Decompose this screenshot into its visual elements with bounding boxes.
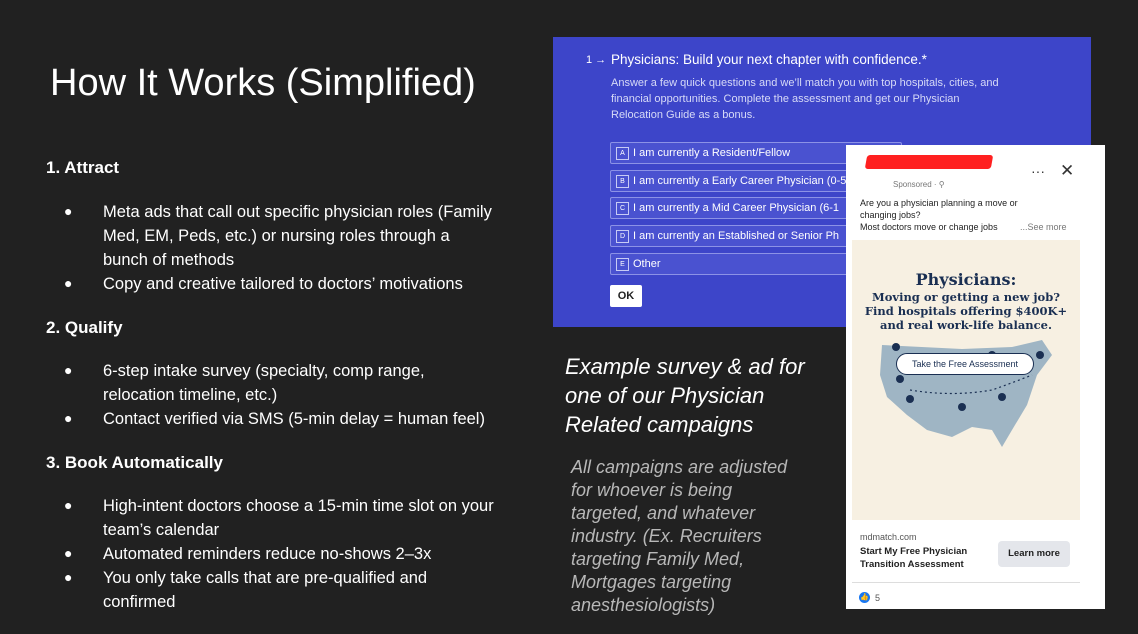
sponsored-label: Sponsored · ⚲ bbox=[893, 180, 945, 189]
bullet-book-2: Automated reminders reduce no-shows 2–3x bbox=[103, 545, 432, 563]
bullet-icon: ● bbox=[64, 362, 73, 378]
ad-domain: mdmatch.com bbox=[860, 532, 917, 542]
bullet-icon: ● bbox=[64, 569, 73, 585]
section-heading-book: 3. Book Automatically bbox=[46, 453, 223, 472]
question-number: 1 → bbox=[586, 54, 607, 66]
survey-question: Physicians: Build your next chapter with confidence.* bbox=[611, 52, 927, 67]
example-caption: Example survey & ad for one of our Physician Related campaigns bbox=[565, 354, 805, 437]
campaign-note: All campaigns are adjusted for whoever is being targeted, and whatever industry. (Ex. Recruiters targeting Family Med, Mortgages targeting anesthesiologists) bbox=[571, 457, 788, 615]
creative-line: and real work-life balance. bbox=[880, 318, 1052, 332]
survey-option-a[interactable]: A I am currently a Resident/Fellow bbox=[610, 142, 902, 164]
slide-title: How It Works (Simplified) bbox=[50, 62, 476, 104]
bullet-icon: ● bbox=[64, 275, 73, 291]
learn-more-button[interactable]: Learn more bbox=[998, 541, 1070, 567]
facebook-ad-card bbox=[846, 145, 1105, 609]
bullet-book-3: You only take calls that are pre-qualified and confirmed bbox=[103, 569, 428, 611]
ad-headline: Start My Free Physician Transition Assessment bbox=[860, 546, 968, 570]
creative-line: Find hospitals offering $400K+ bbox=[864, 304, 1068, 318]
survey-option-c[interactable]: C I am currently a Mid Career Physician (6-1 bbox=[610, 197, 902, 219]
bullet-book-1: High-intent doctors choose a 15-min time slot on your team’s calendar bbox=[103, 497, 494, 539]
redacted-page-name bbox=[865, 155, 993, 169]
survey-option-b[interactable]: B I am currently a Early Career Physician (0-5 bbox=[610, 170, 902, 192]
survey-description: Answer a few quick questions and we’ll match you with top hospitals, cities, and financial opportunities. Complete the assessment and get our Physician Relocation Guide as a bonus. bbox=[611, 77, 999, 121]
creative-line: Moving or getting a new job? bbox=[872, 290, 1060, 304]
creative-headline: Physicians: bbox=[915, 270, 1017, 289]
survey-option-e[interactable]: E Other bbox=[610, 253, 902, 275]
ok-button[interactable]: OK bbox=[610, 285, 642, 307]
close-icon[interactable]: ✕ bbox=[1060, 161, 1075, 180]
more-options-icon[interactable]: ··· bbox=[1031, 163, 1045, 179]
bullet-qualify-2: Contact verified via SMS (5-min delay = human feel) bbox=[103, 410, 485, 428]
section-heading-attract: 1. Attract bbox=[46, 158, 120, 177]
bullet-icon: ● bbox=[64, 410, 73, 426]
bullet-icon: ● bbox=[64, 203, 73, 219]
bullet-qualify-1: 6-step intake survey (specialty, comp range, relocation timeline, etc.) bbox=[103, 362, 425, 404]
section-heading-qualify: 2. Qualify bbox=[46, 318, 123, 337]
bullet-icon: ● bbox=[64, 497, 73, 513]
bullet-attract-2: Copy and creative tailored to doctors’ motivations bbox=[103, 275, 463, 293]
bullet-icon: ● bbox=[64, 545, 73, 561]
take-assessment-button[interactable]: Take the Free Assessment bbox=[896, 353, 1034, 375]
like-count: 5 bbox=[875, 593, 881, 603]
ad-creative-image[interactable] bbox=[852, 240, 1080, 520]
divider bbox=[852, 582, 1080, 583]
survey-option-d[interactable]: D I am currently an Established or Senior Ph bbox=[610, 225, 902, 247]
ad-body-text: Are you a physician planning a move or changing jobs? Most doctors move or change jobs bbox=[860, 198, 1018, 232]
see-more-link[interactable]: ...See more bbox=[1020, 222, 1067, 232]
like-icon: 👍 bbox=[860, 594, 869, 601]
bullet-attract-1: Meta ads that call out specific physician roles (Family Med, EM, Peds, etc.) or nursing roles through a bunch of methods bbox=[103, 203, 492, 269]
